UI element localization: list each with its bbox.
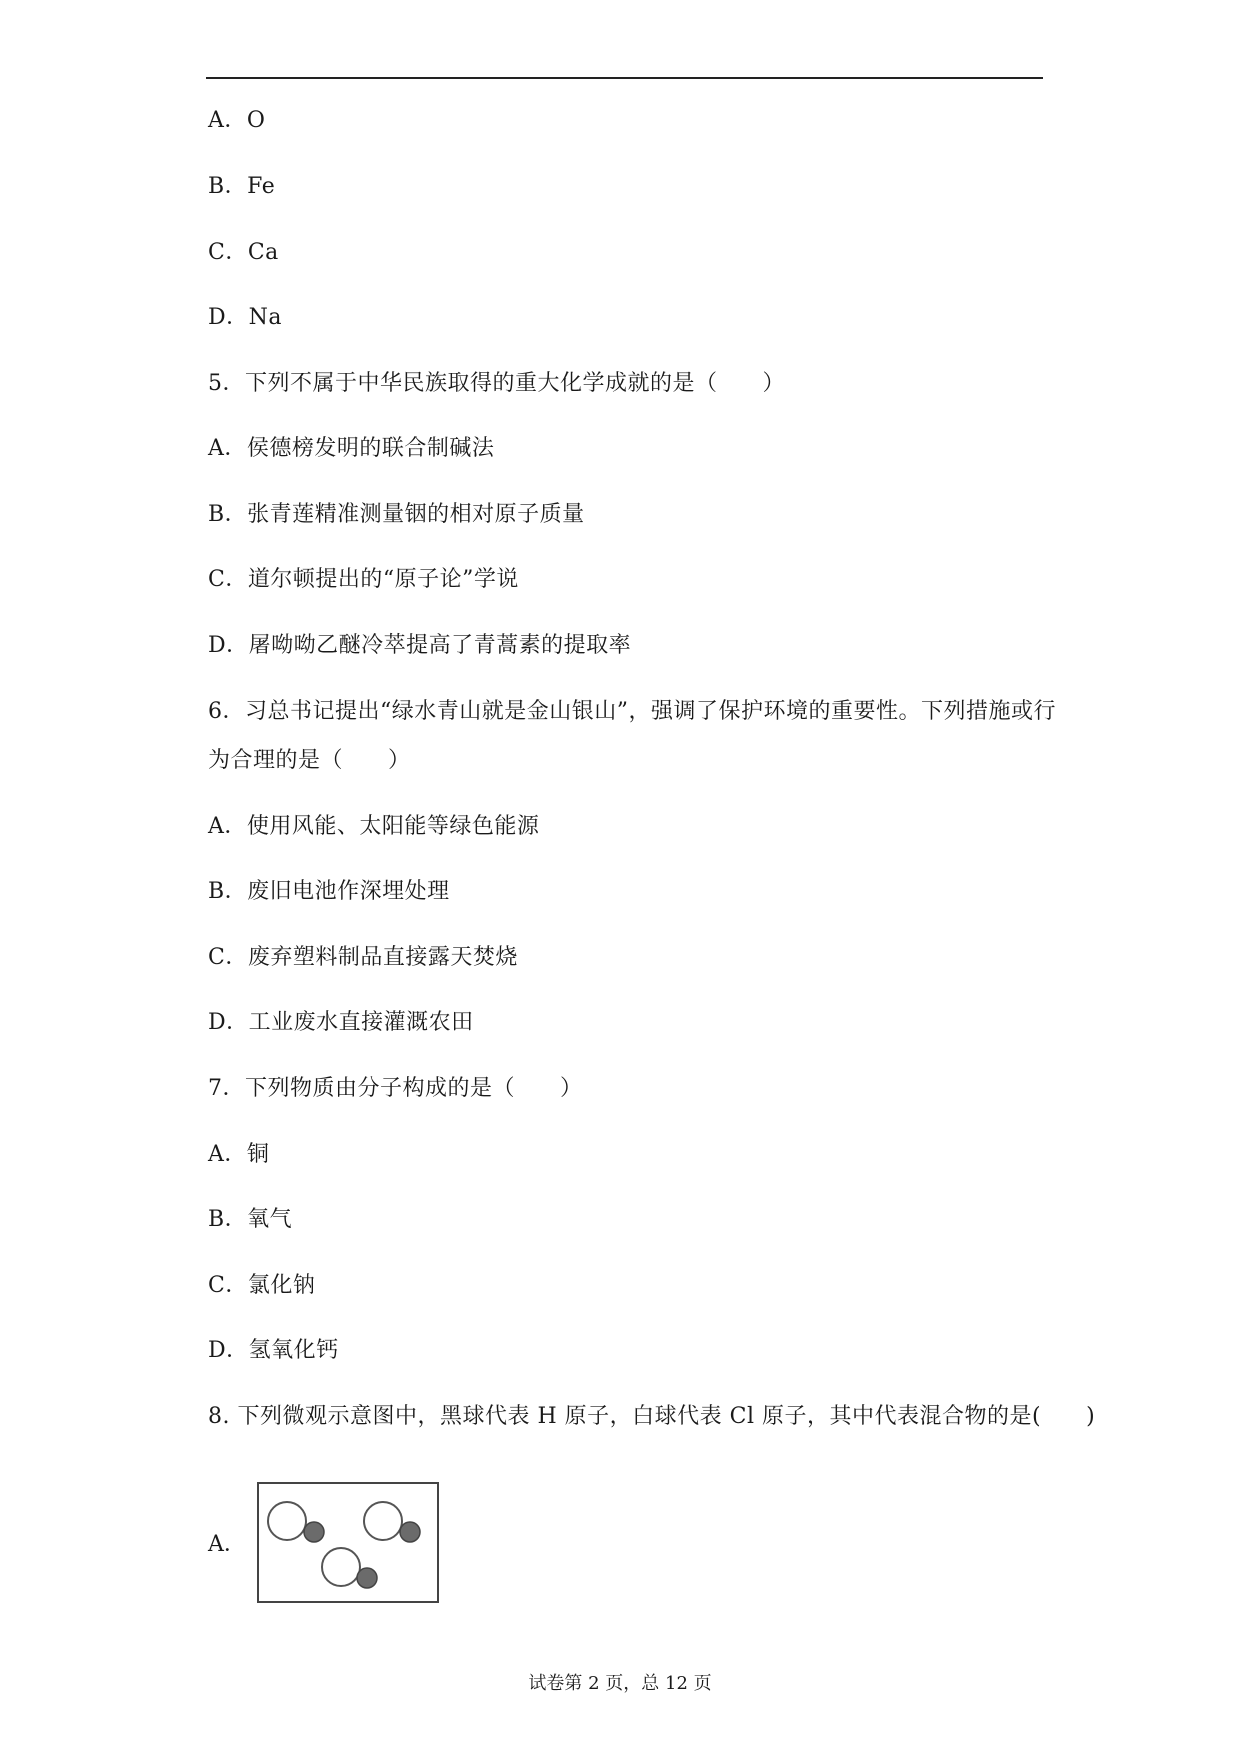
q4-option-d: D．Na xyxy=(208,305,283,330)
h-atom xyxy=(400,1522,420,1542)
q4-option-a: A．O xyxy=(208,108,266,133)
q6-stem-line2: 为合理的是（ ） xyxy=(208,748,411,773)
q6-option-a: A．使用风能、太阳能等绿色能源 xyxy=(208,814,540,839)
q8-option-a-diagram[interactable] xyxy=(257,1482,439,1603)
q4-option-b: B．Fe xyxy=(208,174,276,199)
q7-option-c: C．氯化钠 xyxy=(208,1273,316,1298)
q6-stem-line1: 6．习总书记提出“绿水青山就是金山银山”，强调了保护环境的重要性。下列措施或行 xyxy=(208,699,1056,724)
h-atom xyxy=(357,1568,377,1588)
q5-option-b: B．张青莲精准测量铟的相对原子质量 xyxy=(208,502,585,527)
q6-option-d: D．工业废水直接灌溉农田 xyxy=(208,1010,474,1035)
q7-option-a: A．铜 xyxy=(208,1142,270,1167)
hcl-molecule-2 xyxy=(364,1502,420,1542)
hcl-molecule-1 xyxy=(268,1502,324,1542)
header-rule xyxy=(206,77,1043,79)
hcl-molecules-diagram xyxy=(259,1484,437,1601)
cl-atom xyxy=(322,1548,360,1586)
q5-option-d: D．屠呦呦乙醚冷萃提高了青蒿素的提取率 xyxy=(208,633,632,658)
q5-option-c: C．道尔顿提出的“原子论”学说 xyxy=(208,567,519,592)
q7-option-d: D．氢氧化钙 xyxy=(208,1338,339,1363)
q8-option-a-label: A． xyxy=(208,1532,246,1557)
h-atom xyxy=(304,1522,324,1542)
q5-stem: 5．下列不属于中华民族取得的重大化学成就的是（ ） xyxy=(208,371,785,396)
cl-atom xyxy=(364,1502,402,1540)
q4-option-c: C．Ca xyxy=(208,240,279,265)
q6-option-b: B．废旧电池作深埋处理 xyxy=(208,879,450,904)
page-footer: 试卷第 2 页，总 12 页 xyxy=(528,1673,712,1694)
hcl-molecule-3 xyxy=(322,1548,377,1588)
q7-stem: 7．下列物质由分子构成的是（ ） xyxy=(208,1076,583,1101)
q7-option-b: B．氧气 xyxy=(208,1207,293,1232)
q8-stem: 8. 下列微观示意图中，黑球代表 H 原子，白球代表 Cl 原子，其中代表混合物的是( ) xyxy=(208,1404,1096,1429)
cl-atom xyxy=(268,1502,306,1540)
q6-option-c: C．废弃塑料制品直接露天焚烧 xyxy=(208,945,518,970)
q5-option-a: A．侯德榜发明的联合制碱法 xyxy=(208,436,495,461)
